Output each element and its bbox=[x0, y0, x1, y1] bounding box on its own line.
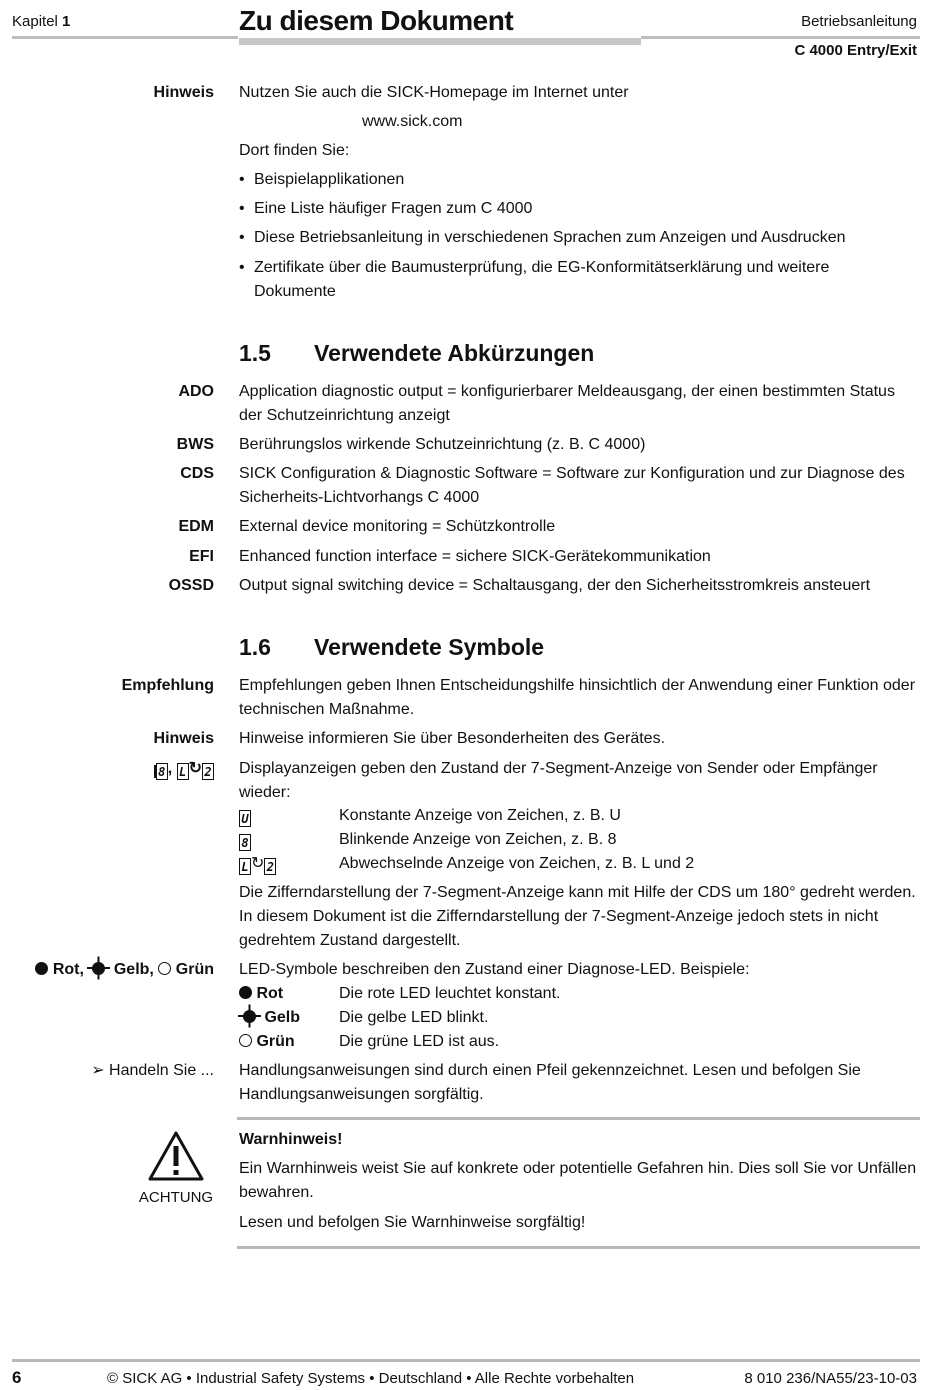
segment-l-icon: L bbox=[177, 763, 189, 780]
led-row-text: Die gelbe LED blinkt. bbox=[339, 1009, 489, 1026]
led-rot-label: Rot bbox=[52, 961, 80, 978]
led-label: Rot bbox=[256, 985, 284, 1002]
separator: , bbox=[149, 961, 154, 978]
handeln-text-label: Handeln Sie ... bbox=[109, 1062, 214, 1079]
led-row-text: Die rote LED leuchtet konstant. bbox=[339, 985, 561, 1002]
hinweis-intro: Nutzen Sie auch die SICK-Homepage im Internet unter bbox=[239, 84, 629, 101]
product-name: C 4000 Entry/Exit bbox=[794, 42, 917, 59]
footer-rule bbox=[12, 1359, 920, 1362]
abbr-definition: Output signal switching device = Schaltausgang, der den Sicherheitsstromkreis ansteuert bbox=[239, 577, 871, 594]
section-heading-1-6 bbox=[239, 632, 544, 662]
section-title: Verwendete Abkürzungen bbox=[314, 340, 595, 366]
led-intro: LED-Symbole beschreiben den Zustand einer Diagnose-LED. Beispiele: bbox=[239, 961, 750, 978]
list-item: • Beispielapplikationen bbox=[239, 168, 919, 192]
led-symbols-label bbox=[35, 958, 214, 982]
footer-docnum: 8 010 236/NA55/23-10-03 bbox=[744, 1370, 917, 1387]
display-row-text: Blinkende Anzeige von Zeichen, z. B. 8 bbox=[339, 831, 617, 848]
dort-finden: Dort finden Sie: bbox=[239, 142, 350, 159]
abbr-term: CDS bbox=[180, 465, 214, 482]
hinweis-label: Hinweis bbox=[153, 84, 214, 101]
led-blink-icon bbox=[243, 1010, 256, 1023]
list-item: • Diese Betriebsanleitung in verschiedenen Sprachen zum Anzeigen und Ausdrucken bbox=[239, 226, 919, 250]
warning-rule-top bbox=[237, 1117, 920, 1120]
segment-2-icon: 2 bbox=[264, 858, 276, 875]
abbr-term: EFI bbox=[189, 548, 214, 565]
led-row-text: Die grüne LED ist aus. bbox=[339, 1033, 500, 1050]
led-off-icon bbox=[239, 1034, 252, 1047]
warning-title: Warnhinweis! bbox=[239, 1131, 343, 1148]
doc-type: Betriebsanleitung bbox=[801, 13, 917, 30]
segment-2-icon: 2 bbox=[202, 763, 214, 780]
hinweis-symbol-label: Hinweis bbox=[153, 730, 214, 747]
hinweis-symbol-text: Hinweise informieren Sie über Besonderheiten des Gerätes. bbox=[239, 730, 666, 747]
led-blink-icon bbox=[92, 962, 105, 975]
led-label: Gelb bbox=[264, 1009, 301, 1026]
alternating-arrow-icon: ↻ bbox=[251, 855, 265, 872]
led-on-icon bbox=[239, 986, 252, 999]
abbr-term: ADO bbox=[178, 383, 214, 400]
section-heading-1-5 bbox=[239, 338, 594, 368]
abbr-definition: SICK Configuration & Diagnostic Software = Software zur Konfiguration und zur Diagnose des Sicherheits-Lichtvorhangs C 4000 bbox=[239, 465, 905, 506]
homepage-url[interactable]: www.sick.com bbox=[362, 113, 463, 130]
abbr-term: EDM bbox=[178, 518, 214, 535]
empfehlung-label: Empfehlung bbox=[121, 677, 214, 694]
alternating-arrow-icon: ↻ bbox=[188, 760, 202, 777]
page-title: Zu diesem Dokument bbox=[239, 5, 514, 36]
segment-l-icon: L bbox=[239, 858, 251, 875]
led-on-icon bbox=[35, 962, 48, 975]
abbr-term: BWS bbox=[176, 436, 214, 453]
led-gelb-label: Gelb bbox=[113, 961, 150, 978]
header-rule-right bbox=[641, 36, 920, 39]
display-row-constant bbox=[239, 804, 621, 828]
abbr-definition: Enhanced function interface = sichere SICK-Gerätekommunikation bbox=[239, 548, 711, 565]
page-number: 6 bbox=[12, 1368, 22, 1387]
display-note: Die Zifferndarstellung der 7-Segment-Anzeige kann mit Hilfe der CDS um 180° gedreht werden. In diesem Dokument ist die Zifferndarstellung der 7-Segment-Anzeige jedoch stets in nicht gedrehtem Zustand dargestellt. bbox=[239, 884, 916, 949]
action-arrow-icon: ➢ bbox=[91, 1062, 105, 1079]
section-number: 1.5 bbox=[239, 340, 271, 366]
blinking-segment-8-icon: 8 bbox=[156, 763, 168, 780]
abbr-term: OSSD bbox=[168, 577, 214, 594]
chapter-label: Kapitel bbox=[12, 13, 58, 30]
abbr-definition: External device monitoring = Schützkontrolle bbox=[239, 518, 556, 535]
led-row-gruen bbox=[239, 1030, 500, 1054]
display-symbols-label bbox=[156, 757, 214, 781]
led-off-icon bbox=[158, 962, 171, 975]
list-item: • Zertifikate über die Baumusterprüfung, die EG-Konformitätserklärung und weitere Dokumente bbox=[239, 256, 899, 304]
header-rule-title bbox=[239, 38, 641, 45]
led-row-gelb bbox=[239, 1006, 489, 1030]
abbr-definition: Application diagnostic output = konfigurierbarer Meldeausgang, der einen bestimmten Status der Schutzeinrichtung anzeigt bbox=[239, 383, 895, 424]
display-row-text: Abwechselnde Anzeige von Zeichen, z. B. L und 2 bbox=[339, 855, 695, 872]
chapter-indicator bbox=[12, 10, 70, 34]
warning-text: Ein Warnhinweis weist Sie auf konkrete oder potentielle Gefahren hin. Dies soll Sie vor Unfällen bewahren. bbox=[239, 1160, 917, 1201]
led-gruen-label: Grün bbox=[175, 961, 214, 978]
footer-copyright: © SICK AG • Industrial Safety Systems • Deutschland • Alle Rechte vorbehalten bbox=[107, 1370, 635, 1387]
segment-u-icon: U bbox=[239, 810, 251, 827]
list-item: • Eine Liste häufiger Fragen zum C 4000 bbox=[239, 197, 919, 221]
abbr-definition: Berührungslos wirkende Schutzeinrichtung (z. B. C 4000) bbox=[239, 436, 646, 453]
warning-rule-bottom bbox=[237, 1246, 920, 1249]
header-rule-left bbox=[12, 36, 238, 39]
separator: , bbox=[79, 961, 84, 978]
display-row-text: Konstante Anzeige von Zeichen, z. B. U bbox=[339, 807, 621, 824]
handeln-label bbox=[91, 1059, 214, 1083]
section-number: 1.6 bbox=[239, 634, 271, 660]
warning-triangle-icon bbox=[147, 1130, 205, 1187]
separator: , bbox=[167, 760, 173, 777]
empfehlung-text: Empfehlungen geben Ihnen Entscheidungshilfe hinsichtlich der Anwendung einer Funktion oder technischen Maßnahme. bbox=[239, 677, 916, 718]
led-row-rot bbox=[239, 982, 561, 1006]
display-row-blinking bbox=[239, 828, 617, 852]
section-title: Verwendete Symbole bbox=[314, 634, 545, 660]
warning-text: Lesen und befolgen Sie Warnhinweise sorgfältig! bbox=[239, 1214, 586, 1231]
led-label: Grün bbox=[256, 1033, 295, 1050]
warning-icon-label: ACHTUNG bbox=[138, 1189, 214, 1206]
handeln-text: Handlungsanweisungen sind durch einen Pfeil gekennzeichnet. Lesen und befolgen Sie Handlungsanweisungen sorgfältig. bbox=[239, 1062, 861, 1103]
chapter-number: 1 bbox=[62, 13, 71, 30]
display-intro: Displayanzeigen geben den Zustand der 7-Segment-Anzeige von Sender oder Empfänger wieder: bbox=[239, 760, 878, 801]
blinking-segment-8-icon: 8 bbox=[239, 834, 251, 851]
display-row-alternating bbox=[239, 852, 695, 876]
